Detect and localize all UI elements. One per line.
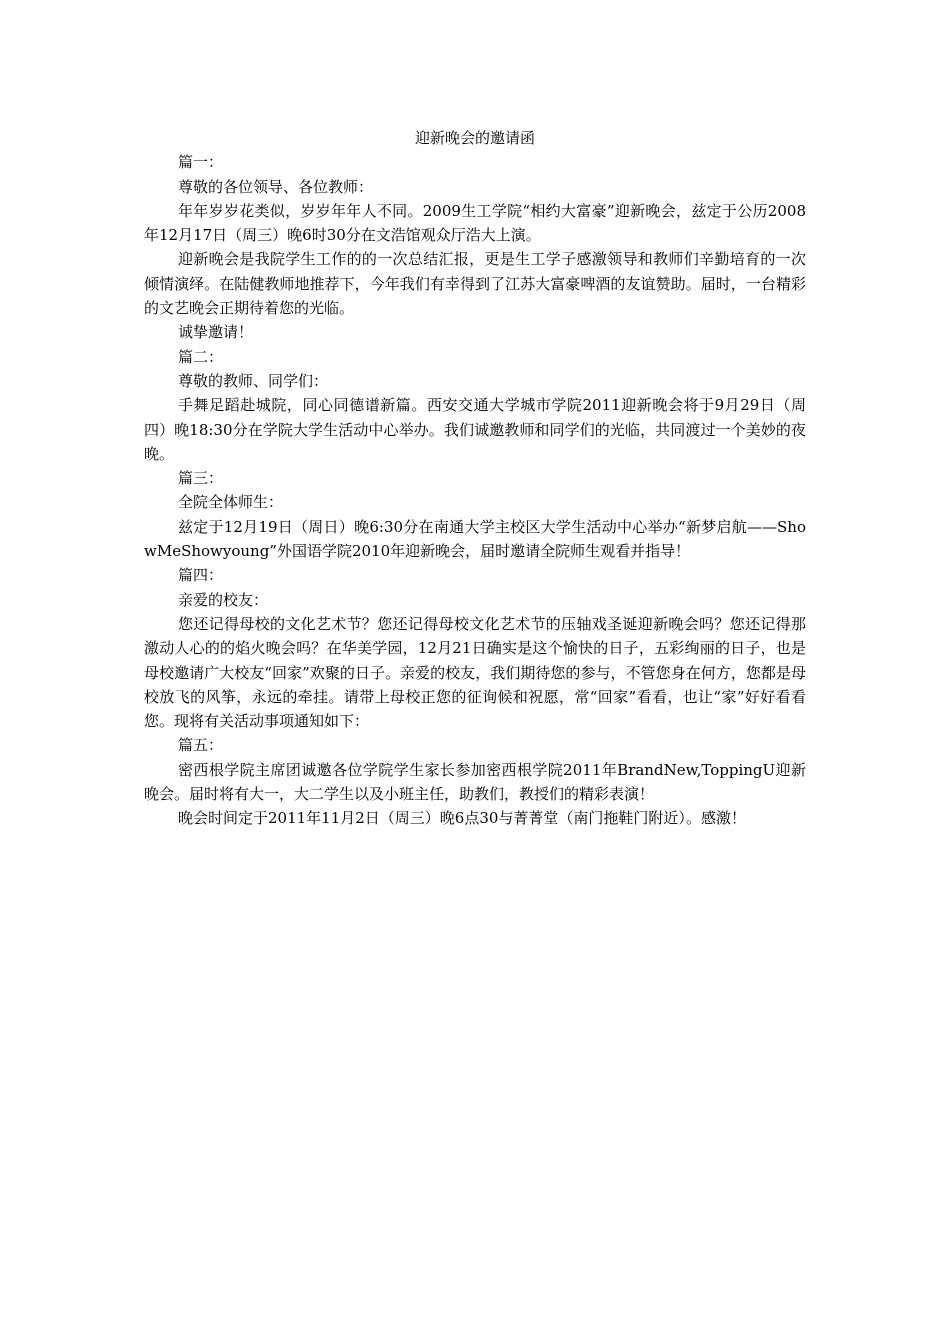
- section-label-3: 篇三：: [178, 469, 224, 488]
- section-label-2: 篇二：: [178, 347, 224, 366]
- section-label-5: 篇五：: [178, 736, 224, 755]
- document-body: [144, 126, 806, 831]
- body-paragraph: 晚会时间定于2011年11月2日（周三）晚6点30与菁菁堂（南门拖鞋门附近）。感激！: [178, 809, 746, 828]
- body-paragraph: 手舞足蹈赴城院，同心同德谱新篇。西安交通大学城市学院2011迎新晚会将于9月29日（周四）晚18:30分在学院大学生活动中心举办。我们诚邀教师和同学们的光临，共同渡过一个美妙的夜晚。: [144, 396, 806, 463]
- document-title: 迎新晚会的邀请函: [414, 129, 535, 147]
- salutation-2: 尊敬的教师、同学们：: [178, 371, 329, 390]
- salutation-1: 尊敬的各位领导、各位教师：: [178, 177, 374, 196]
- salutation-4: 亲爱的校友：: [178, 590, 269, 609]
- body-paragraph: 兹定于12月19日（周日）晚6:30分在南通大学主校区大学生活动中心举办“新梦启航——ShowMeShowyoung”外国语学院2010年迎新晚会，届时邀请全院师生观看并指导！: [144, 517, 806, 561]
- salutation-3: 全院全体师生：: [178, 493, 284, 512]
- body-paragraph: 年年岁岁花类似，岁岁年年人不同。2009生工学院“相约大富豪”迎新晚会，兹定于公历2008年12月17日（周三）晚6时30分在文浩馆观众厅浩大上演。: [144, 201, 806, 245]
- closing-line: 诚挚邀请！: [178, 323, 254, 342]
- section-label-1: 篇一：: [178, 153, 224, 172]
- body-paragraph: 迎新晚会是我院学生工作的的一次总结汇报，更是生工学子感激领导和教师们辛勤培育的一次倾情演绎。在陆健教师地推荐下，今年我们有幸得到了江苏大富豪啤酒的友谊赞助。届时，一台精彩的文艺晚会正期待着您的光临。: [144, 250, 806, 318]
- body-paragraph: 您还记得母校的文化艺术节？您还记得母校文化艺术节的压轴戏圣诞迎新晚会吗？您还记得那激动人心的的焰火晚会吗？在华美学园，12月21日确实是这个愉快的日子，五彩绚丽的日子，也是母校邀请广大校友“回家”欢聚的日子。亲爱的校友，我们期待您的参与，不管您身在何方，您都是母校放飞的风筝，永远的牵挂。请带上母校正您的征询候和祝愿，常“回家”看看，也让“家”好好看看您。现将有关活动事项通知如下：: [144, 614, 806, 731]
- section-label-4: 篇四：: [178, 566, 224, 585]
- body-paragraph: 密西根学院主席团诚邀各位学院学生家长参加密西根学院2011年BrandNew,ToppingU迎新晚会。届时将有大一，大二学生以及小班主任，助教们，教授们的精彩表演！: [144, 760, 806, 804]
